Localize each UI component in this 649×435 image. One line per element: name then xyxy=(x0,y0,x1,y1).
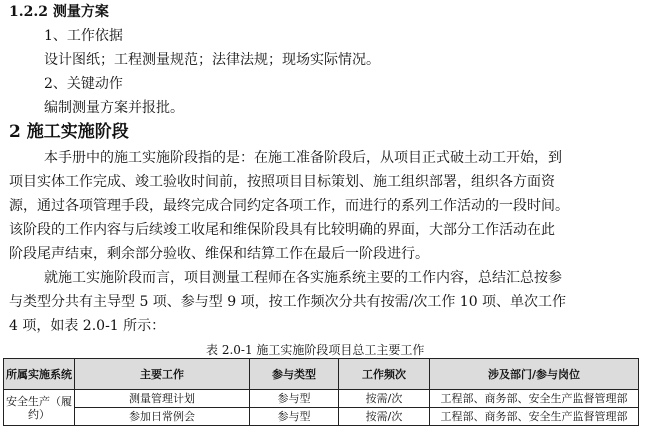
cell-participation-type: 参与型 xyxy=(250,390,339,408)
heading-1-2-2: 1.2.2 测量方案 xyxy=(9,4,109,20)
cell-departments: 工程部、商务部、安全生产监督管理部 xyxy=(430,408,639,426)
cell-departments: 工程部、商务部、安全生产监督管理部 xyxy=(430,390,639,408)
item1-title: 1、工作依据 xyxy=(44,28,123,44)
item1-body: 设计图纸；工程测量规范；法律法规；现场实际情况。 xyxy=(44,52,380,68)
cell-participation-type: 参与型 xyxy=(250,408,339,426)
para1-line: 阶段尾声结束，剩余部分验收、维保和结算工作在最后一阶段进行。 xyxy=(9,246,429,262)
item2-title: 2、关键动作 xyxy=(44,76,123,92)
para2-line: 与类型分共有主导型 5 项、参与型 9 项，按工作频次分共有按需/次工作 10 项、单次工作 xyxy=(9,294,567,310)
cell-main-work: 测量管理计划 xyxy=(75,390,250,408)
item2-body: 编制测量方案并报批。 xyxy=(44,100,184,116)
table-caption: 表 2.0-1 施工实施阶段项目总工主要工作 xyxy=(206,343,425,357)
table-header-row xyxy=(4,359,639,390)
para1-line: 该阶段的工作内容与后续竣工收尾和维保阶段具有比较明确的界面，大部分工作活动在此 xyxy=(9,222,555,238)
cell-main-work: 参加日常例会 xyxy=(75,408,250,426)
cell-frequency: 按需/次 xyxy=(339,390,430,408)
header-frequency: 工作频次 xyxy=(339,359,430,390)
para1-line: 项目实体工作完成、竣工验收时间前，按照项目目标策划、施工组织部署，组织各方面资 xyxy=(9,174,555,190)
cell-frequency: 按需/次 xyxy=(339,408,430,426)
work-table xyxy=(3,358,639,426)
table-row xyxy=(4,390,639,408)
para2-line: 4 项，如表 2.0-1 所示： xyxy=(9,318,166,334)
table-row xyxy=(4,408,639,426)
para1-line: 源，通过各项管理手段，最终完成合同约定各项工作，而进行的系列工作活动的一段时间。 xyxy=(9,198,569,214)
header-participation-type: 参与类型 xyxy=(250,359,339,390)
group-label: 安全生产（履约） xyxy=(4,390,75,426)
para1-line: 本手册中的施工实施阶段指的是：在施工准备阶段后，从项目正式破土动工开始，到 xyxy=(44,150,562,166)
header-departments: 涉及部门/参与岗位 xyxy=(430,359,639,390)
header-main-work: 主要工作 xyxy=(75,359,250,390)
header-system: 所属实施系统 xyxy=(4,359,75,390)
para2-line: 就施工实施阶段而言，项目测量工程师在各实施系统主要的工作内容，总结汇总按参 xyxy=(44,270,562,286)
section2-title: 2 施工实施阶段 xyxy=(9,122,129,142)
